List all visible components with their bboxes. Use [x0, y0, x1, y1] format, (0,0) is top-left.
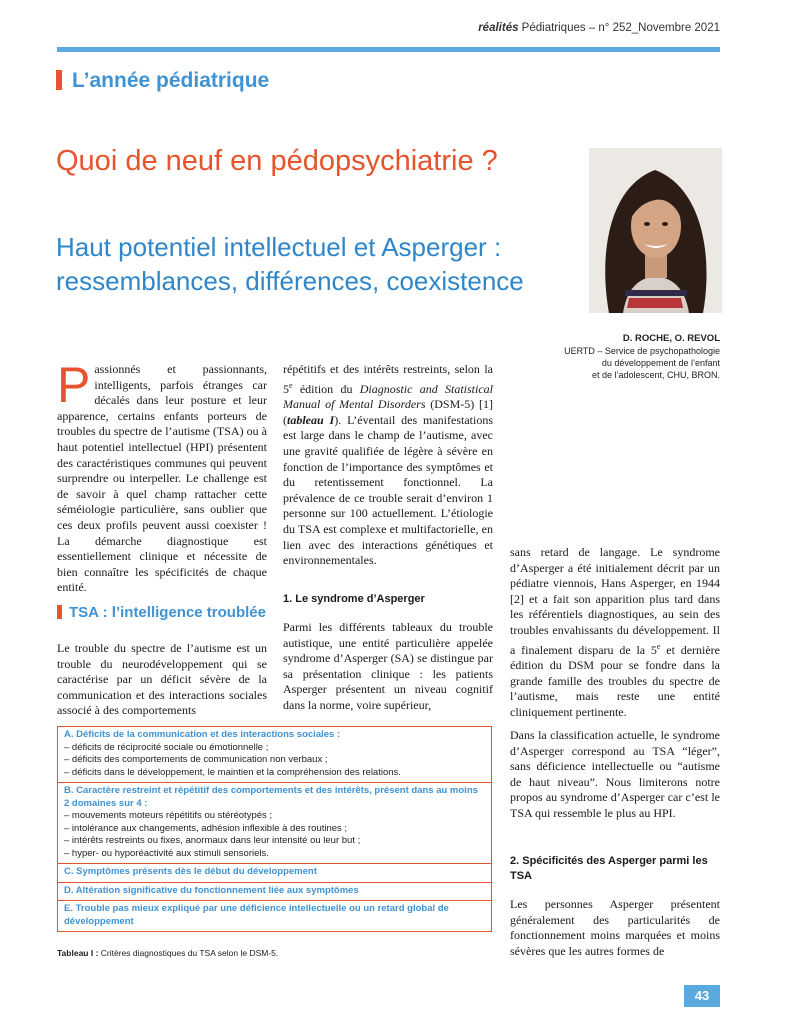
- column-3-para: [510, 728, 720, 822]
- criterion-heading: D. Altération significative du fonctionnement liée aux symptômes: [64, 884, 359, 896]
- drop-cap: P: [57, 357, 91, 413]
- list-item: – intérêts restreints ou fixes, anormaux dans leur intensité ou leur but ;: [64, 835, 361, 846]
- table-reference-link[interactable]: tableau I: [287, 412, 335, 427]
- caption-label: Tableau I :: [57, 948, 99, 958]
- criterion-heading: A. Déficits de la communication et des interactions sociales :: [64, 729, 341, 740]
- subheading-marker: [57, 605, 62, 619]
- table-row: [58, 727, 491, 783]
- author-names: D. ROCHE, O. REVOL: [622, 333, 720, 344]
- affiliation-line: UERTD – Service de psychopathologie: [564, 346, 720, 356]
- subheading-label: TSA : l’intelligence troublée: [69, 604, 266, 621]
- article-subtitle: Haut potentiel intellectuel et Asperger : ressemblances, différences, coexistence: [56, 232, 524, 296]
- paragraph: Les personnes Asperger présentent généralement des particularités de fonctionnement moins marquées et moins sévères que les autres formes de: [510, 897, 720, 958]
- article-title: Quoi de neuf en pédopsychiatrie ?: [56, 145, 498, 177]
- text-run: répétitifs et des intérêts restreints, selon la 5: [283, 362, 493, 396]
- criteria-table: [57, 726, 492, 932]
- list-item: – intolérance aux changements, adhésion inflexible à des routines ;: [64, 822, 348, 834]
- header-rule: [57, 47, 720, 52]
- criterion-heading: C. Symptômes présents dès le début du développement: [64, 866, 317, 877]
- table-row: [58, 901, 491, 931]
- criterion-heading: E. Trouble pas mieux expliqué par une déficience intellectuelle ou un retard global de développement: [64, 903, 449, 927]
- journal-name: réalités: [478, 22, 519, 34]
- text-run: sans retard de langage. Le syndrome d’Asperger a été initialement décrit par un pédiatre viennois, Hans Asperger, en 1944 [2] et a fait son apparition plus tard dans les référentiels diagnostiques, au sein des troubles envahissants du développement. Il a finalement disparu de la 5: [510, 545, 720, 657]
- table-row: [58, 864, 491, 883]
- column-3-top: [510, 545, 720, 721]
- column-3-body: [510, 897, 720, 959]
- text-run: et dernière édition du DSM pour se fondre dans la grande famille des troubles du spectre de l’autisme, mais reste une entité cliniquement pertinente.: [510, 642, 720, 719]
- paragraph: Le trouble du spectre de l’autisme est un trouble du neurodéveloppement qui se caractérise par un déficit sévère de la communication et des interactions sociales associé à des comportements: [57, 641, 267, 718]
- text-run: édition du: [292, 381, 360, 396]
- column-1-intro: [57, 357, 267, 596]
- author-block: [564, 333, 720, 381]
- subheading-tsa: [57, 604, 266, 621]
- section-marker: [56, 70, 62, 90]
- book-title: Diagnostic and Statistical Manual of Mental Disorders: [283, 381, 494, 412]
- text-run: (DSM-5) [1] (: [283, 397, 493, 427]
- paragraph: Dans la classification actuelle, le syndrome d’Asperger correspond au TSA “léger”, sans déficience intellectuelle ou “autisme de haut niveau”. Nous limiterons notre propos au syndrome d’Asperger car c’est le TSA qui ressemble le plus au HPI.: [510, 728, 720, 820]
- list-item: – mouvements moteurs répétitifs ou stéréotypés ;: [64, 810, 273, 821]
- page-number: 43: [684, 985, 720, 1007]
- affiliation-line: du développement de l’enfant: [601, 358, 720, 368]
- intro-text: assionnés et passionnants, intelligents, parfois étranges car décalés dans leur posture et leur apparence, certains enfants porteurs de troubles du spectre de l’autisme (TSA) ou à haut potentiel intellectuel (HPI) présentent des caractéristiques communes qui peuvent surprendre ou interpeller. Le challenge est de savoir à quel champ rattacher cette séméiologie particulière, sans oublier que ces deux profils peuvent aussi coexister ! La démarche diagnostique est essentiellement clinique et nécessite de bien connaître les spécificités de chaque entité.: [57, 362, 267, 595]
- section-heading: [56, 69, 269, 93]
- criterion-heading: B. Caractère restreint et répétitif des comportements et des intérêts, présent dans au moins 2 domaines sur 4 :: [64, 785, 478, 809]
- caption-text: Critères diagnostiques du TSA selon le DSM-5.: [98, 948, 279, 958]
- superscript: e: [289, 380, 293, 390]
- issue-info: Pédiatriques – n° 252_Novembre 2021: [518, 22, 720, 34]
- list-item: – déficits des comportements de communication non verbaux ;: [64, 754, 328, 765]
- column-2-body: [283, 620, 493, 714]
- list-item: – déficits de réciprocité sociale ou émotionnelle ;: [64, 741, 269, 753]
- column-1-body: [57, 641, 267, 719]
- portrait-image: [589, 148, 722, 313]
- list-item: – hyper- ou hyporéactivité aux stimuli sensoriels.: [64, 847, 269, 859]
- running-header: [478, 22, 720, 34]
- column-2-top: [283, 362, 493, 569]
- section-label: L’année pédiatrique: [72, 69, 270, 92]
- list-item: – déficits dans le développement, le maintien et la compréhension des relations.: [64, 766, 401, 778]
- paragraph: Parmi les différents tableaux du trouble autistique, une entité particulière appelée syndrome d’Asperger (SA) se distingue par sa présentation clinique : les patients Asperger présentent un niveau cognitif dans la norme, voire supérieur,: [283, 620, 493, 712]
- table-caption: [57, 948, 278, 958]
- heading-syndrome: 1. Le syndrome d’Asperger: [283, 593, 425, 605]
- author-photo: [589, 148, 722, 313]
- heading-specificites: 2. Spécificités des Asperger parmi les TSA: [510, 855, 708, 882]
- text-run: ). L’éventail des manifestations est large dans le champ de l’autisme, avec une gravité qualifiée de légère à sévère en fonction de l’importance des symptômes et du retentissement fonctionnel. La prévalence de ce trouble serait d’environ 1 personne sur 100 actuellement. L’étiologie du TSA est complexe et multifactorielle, en lien avec des interactions génétiques et environnementales.: [283, 412, 494, 568]
- affiliation-line: et de l’adolescent, CHU, BRON.: [591, 370, 720, 380]
- table-row: [58, 883, 491, 902]
- table-row: [58, 783, 491, 864]
- superscript: e: [656, 641, 661, 651]
